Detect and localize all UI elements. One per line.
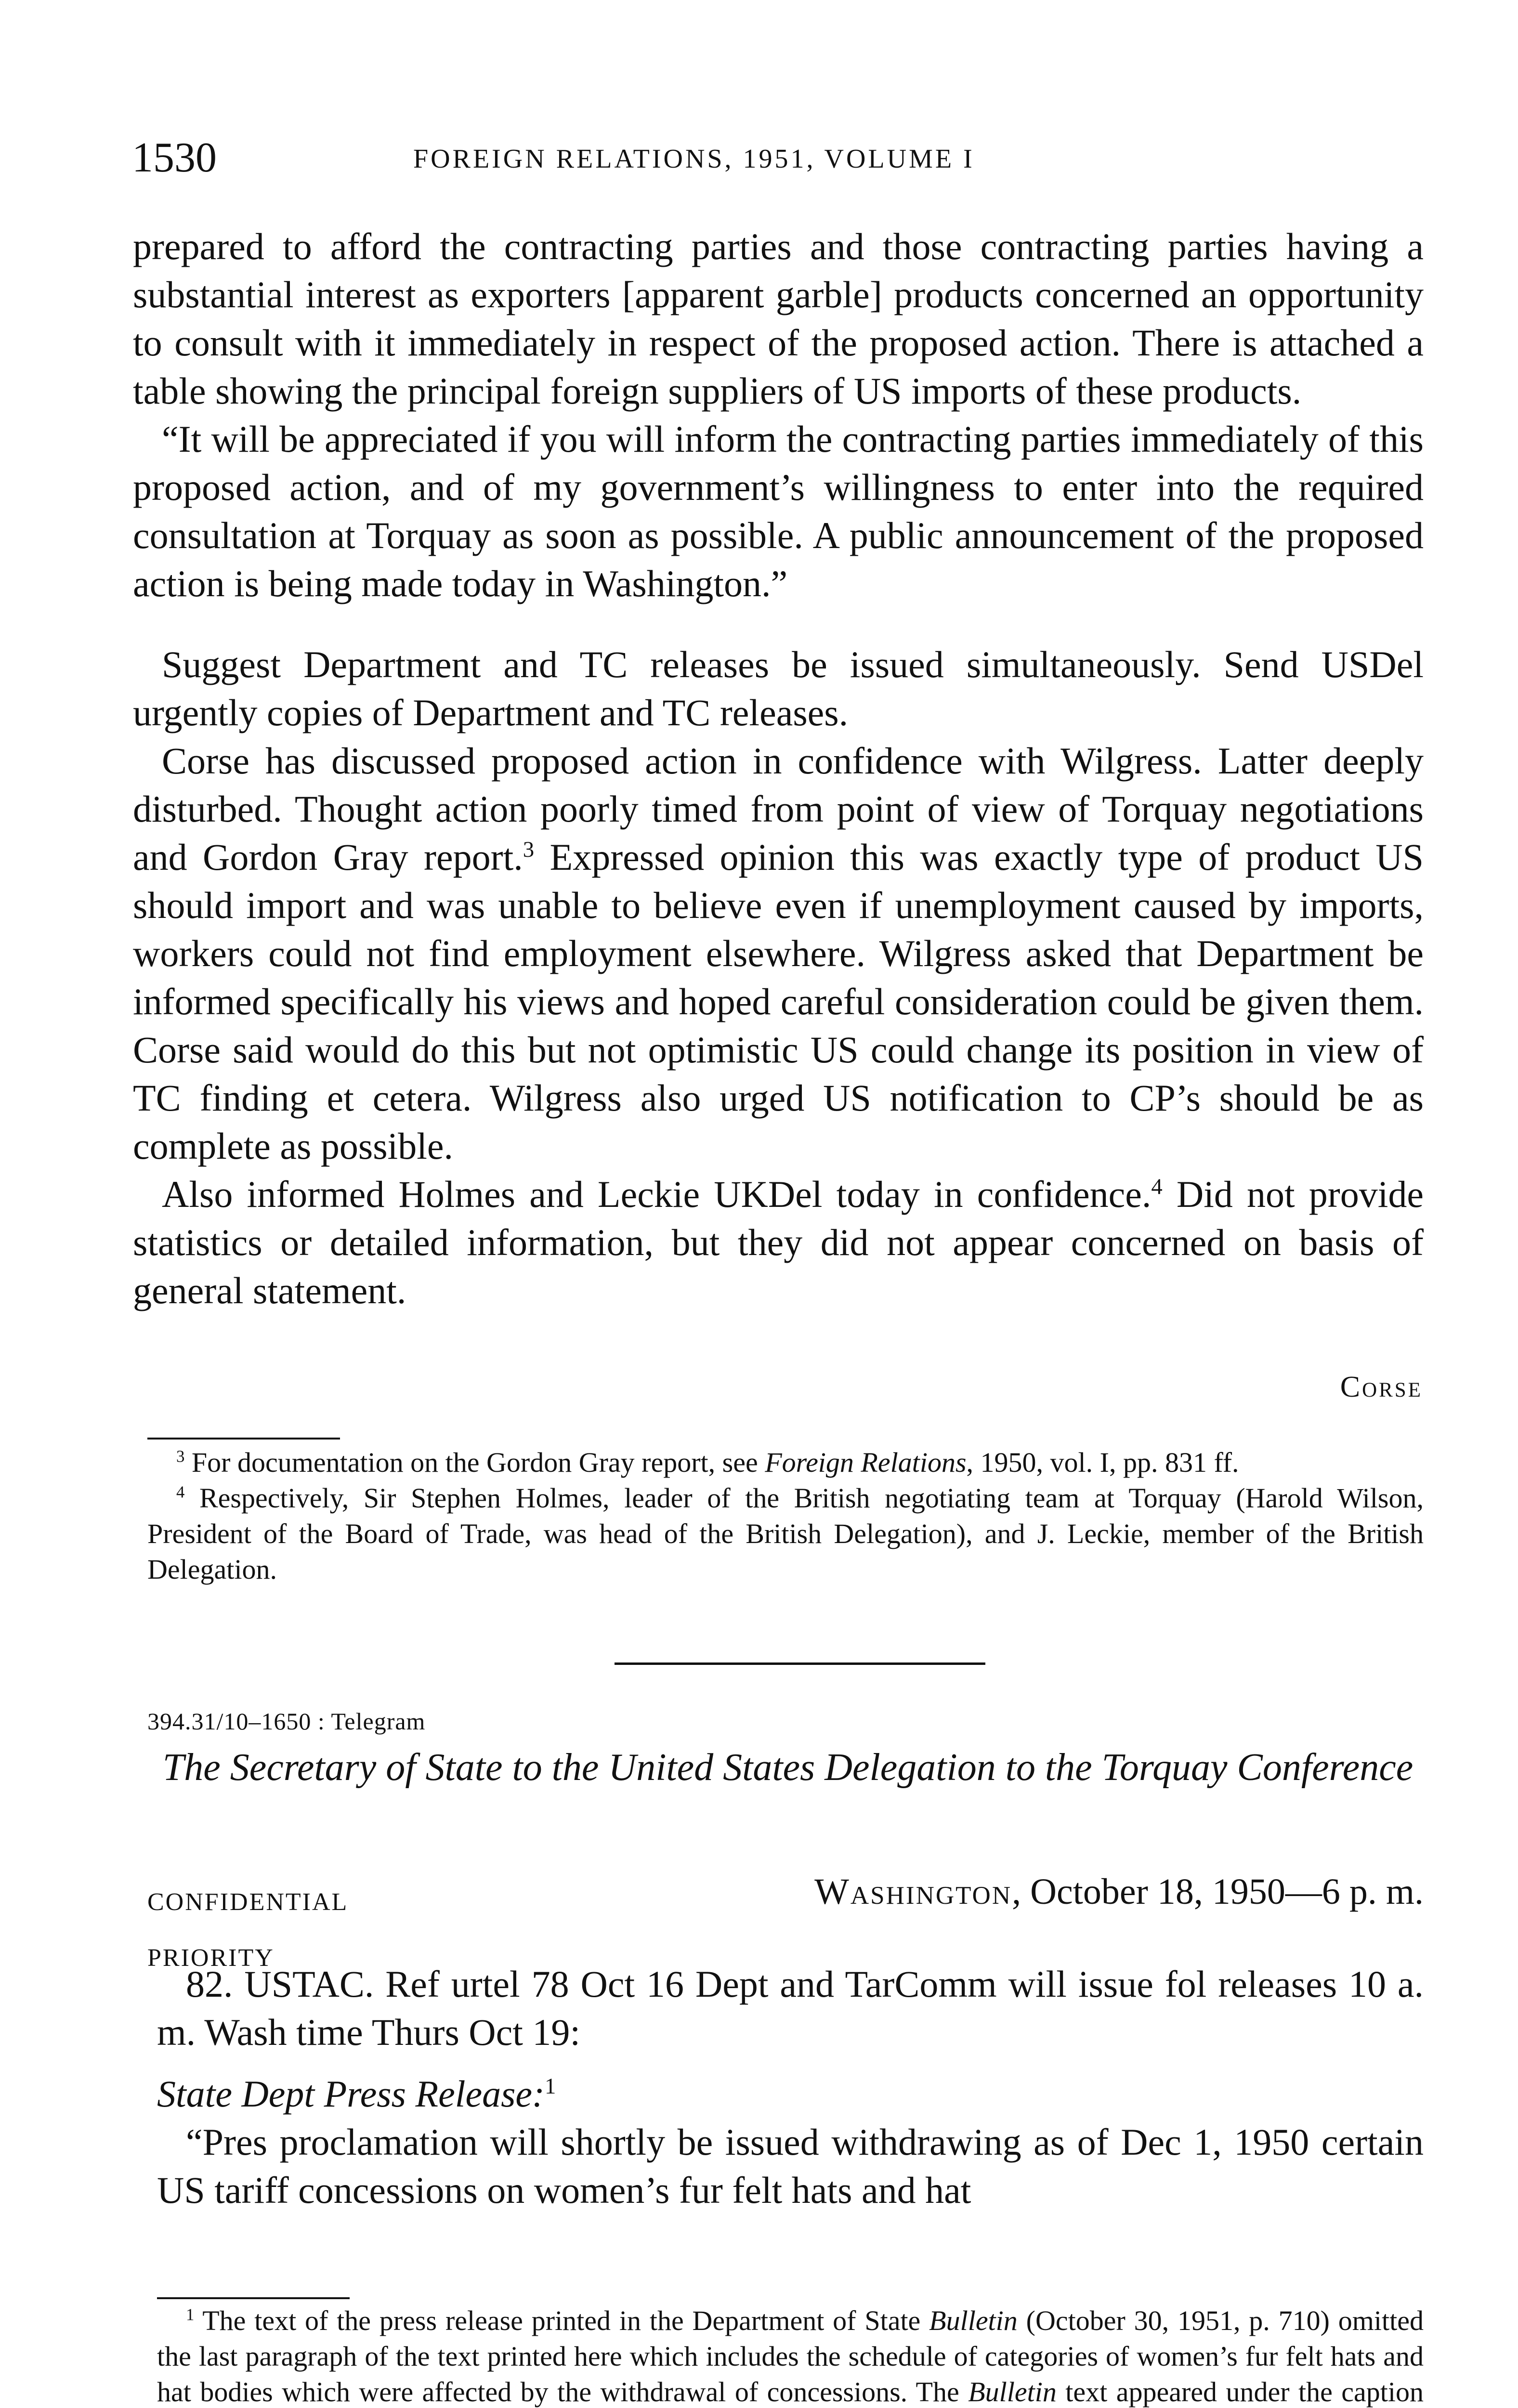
text-run: Also informed Holmes and Leckie UKDel today in confidence. <box>162 1173 1152 1215</box>
text-run: State Dept Press Release: <box>157 2073 545 2115</box>
paragraph: Suggest Department and TC releases be issued simultaneously. Send USDel urgently copies of Department and TC releases. <box>133 643 1424 733</box>
section-divider <box>615 1662 985 1665</box>
footnote-ref: 1 <box>545 2074 556 2099</box>
footnote-rule <box>147 1438 340 1440</box>
text-run: Respectively, Sir Stephen Holmes, leader of the British negotiating team at Torquay (Harold Wilson, President of the Board of Trade, was head of the British Delegation), and J. Leckie, member of the British Delegation. <box>147 1482 1424 1585</box>
telegram-continuation <box>133 222 1424 608</box>
page-header <box>132 134 1432 187</box>
paragraph <box>133 737 1424 1170</box>
paragraph: “Pres proclamation will shortly be issued withdrawing as of Dec 1, 1950 certain US tariff concessions on women’s fur felt hats and hat <box>157 2121 1424 2211</box>
classification: CONFIDENTIAL <box>147 1888 349 1916</box>
footnote-mark: 4 <box>176 1482 185 1502</box>
paragraph <box>133 1170 1424 1315</box>
dateline <box>814 1871 1424 1913</box>
paragraph: prepared to afford the contracting parties and those contracting parties having a substantial interest as exporters [apparent garble] products concerned an opportunity to consult with it immediately in respect of the proposed action. There is attached a table showing the principal foreign suppliers of US imports of these products. <box>133 225 1424 412</box>
priority: PRIORITY <box>147 1944 275 1972</box>
dateline-date: , October 18, 1950—6 p. m. <box>1012 1871 1424 1912</box>
running-head: FOREIGN RELATIONS, 1951, VOLUME I <box>413 144 975 174</box>
footnote-ref: 4 <box>1151 1174 1163 1199</box>
footnote <box>147 1480 1424 1587</box>
footnote-rule <box>157 2297 350 2299</box>
footnote-mark: 3 <box>176 1447 185 1466</box>
footnote <box>147 1445 1424 1480</box>
page-number: 1530 <box>132 134 217 181</box>
text-run: Bulletin <box>929 2305 1018 2336</box>
text-run: text appeared under the caption <box>1065 2376 1424 2408</box>
text-run: Foreign Relations <box>765 1447 967 1478</box>
footnote <box>157 2303 1424 2408</box>
telegram-body <box>157 1960 1424 2214</box>
text-run: (October 30, 1951, p. 710) omitted the last paragraph of the text printed here which includes the schedule of categories of women’s fur felt hats and hat bodies which were affected by the withdrawal of concessions. The <box>157 2305 1424 2408</box>
footnote-ref: 3 <box>523 837 535 862</box>
text-run: The text of the press release printed in the Department of State <box>194 2305 929 2336</box>
footnotes <box>147 1445 1424 1587</box>
footnotes <box>157 2303 1424 2408</box>
dateline-place: Washington <box>814 1871 1012 1912</box>
signature: Corse <box>1340 1371 1423 1403</box>
text-run: Corse has discussed proposed action in confidence with Wilgress. Latter deeply disturbed. Thought action poorly timed from point of view of Torquay negotiations and Gordon Gray report. <box>133 740 1424 878</box>
document-title: The Secretary of State to the United States Delegation to the Torquay Conference <box>162 1746 1413 1789</box>
text-run: Expressed opinion this was exactly type of product US should import and was unable to believe even if unemployment caused by imports, workers could not find employment elsewhere. Wilgress asked that Department be informed specifically his views and hoped careful consideration could be given them. Corse said would do this but not optimistic US could change its position in view of TC finding et cetera. Wilgress also urged US notification to CP’s should be as complete as possible. <box>133 836 1424 1167</box>
footnote-mark: 1 <box>186 2305 195 2324</box>
document-reference: 394.31/10–1650 : Telegram <box>147 1708 426 1735</box>
telegram-body <box>133 641 1424 1315</box>
paragraph: “It will be appreciated if you will inform the contracting parties immediately of this proposed action, and of my government’s willingness to enter into the required consultation at Torquay as soon as possible. A public announcement of the proposed action is being made today in Washington.” <box>133 418 1424 604</box>
section-label <box>157 2070 1424 2118</box>
text-run: Bulletin <box>968 2376 1057 2408</box>
text-run: Did not provide statistics or detailed information, but they did not appear concerned on basis of general statement. <box>133 1173 1424 1311</box>
text-run: , 1950, vol. I, pp. 831 ff. <box>966 1447 1239 1478</box>
text-run: For documentation on the Gordon Gray report, see <box>184 1447 765 1478</box>
paragraph: 82. USTAC. Ref urtel 78 Oct 16 Dept and TarComm will issue fol releases 10 a. m. Wash time Thurs Oct 19: <box>157 1963 1424 2053</box>
